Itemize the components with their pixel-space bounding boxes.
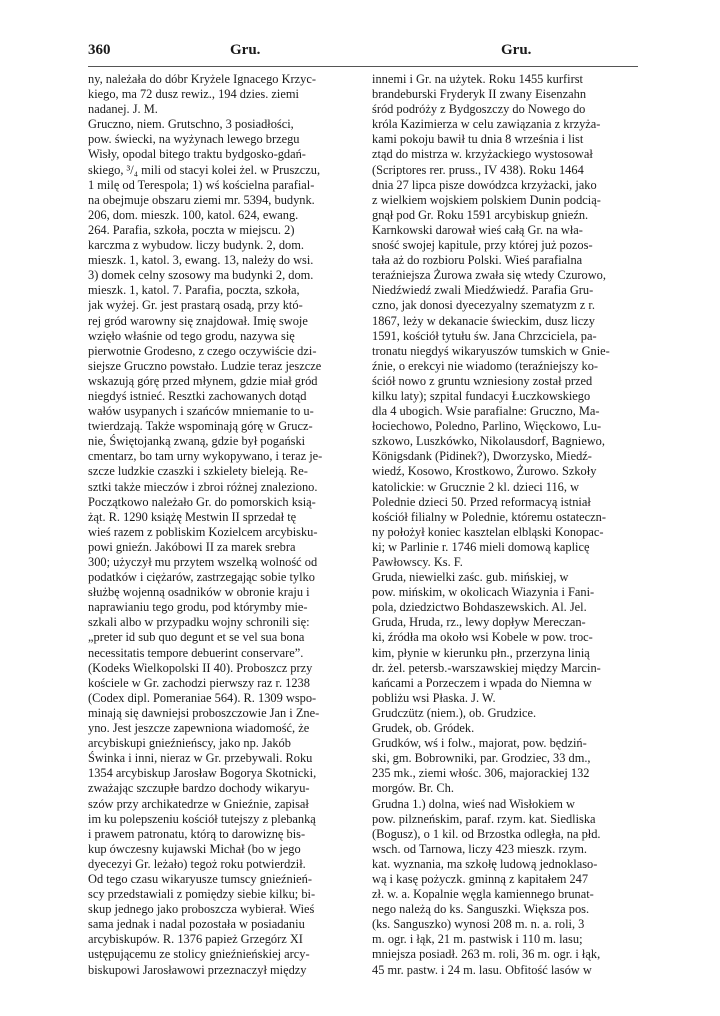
text-line: Od tego czasu wikaryusze tumscy gnieźnień- bbox=[88, 871, 312, 886]
text-line: Grudna 1.) dolna, wieś nad Wisłokiem w bbox=[372, 796, 575, 811]
text-line: kami pokoju bawił tu dnia 8 września i list bbox=[372, 132, 584, 147]
text-line: Karnkowski darował wieś całą Gr. na wła- bbox=[372, 222, 583, 237]
text-line: minają się dawniejsi proboszczowie Jan i Zne- bbox=[88, 705, 320, 720]
text-line: katolickie: w Grucznie 2 kl. dzieci 116, w bbox=[372, 479, 580, 494]
page-number: 360 bbox=[88, 42, 111, 58]
text-line: 1354 arcybiskup Jarosław Bogorya Skotnicki, bbox=[88, 766, 317, 781]
left-running-head: Gru. bbox=[230, 42, 261, 58]
text-line: 235 mk., ziemi włośc. 306, majorackiej 132 bbox=[372, 766, 590, 781]
text-line: sztki także mieczów i zbroi różnej znaleziono. bbox=[88, 479, 318, 494]
text-line: mieszk. 1, katol. 3, ewang. 13, należy do wsi. bbox=[88, 253, 314, 268]
text-line: Grudczütz (niem.), ob. Grudzice. bbox=[372, 705, 537, 720]
text-line: innemi i Gr. na użytek. Roku 1455 kurfirst bbox=[372, 72, 583, 86]
text-line: brandeburski Fryderyk II zwany Eisenzahn bbox=[372, 87, 587, 102]
text-line: kościele w Gr. zachodzi pierwszy raz r. 1238 bbox=[88, 675, 310, 690]
text-line: źnie, o erekcyi nie wiadomo (teraźniejszy ko- bbox=[372, 358, 599, 373]
text-line: śród podróży z Bydgoszczy do Nowego do bbox=[372, 102, 586, 117]
text-line: wsch. od Tarnowa, liczy 423 mieszk. rzym. bbox=[372, 841, 587, 856]
text-line: nadanej. J. M. bbox=[88, 102, 158, 117]
text-line: kilku laty); szpital fundacyi Łuczkowskiego bbox=[372, 388, 591, 403]
text-line: gnął pod Gr. Roku 1591 arcybiskup gnieźn. bbox=[372, 207, 589, 222]
text-line: Wisły, opodal bitego traktu bydgosko-gdań- bbox=[88, 147, 306, 162]
text-line: siejsze Gruczno powstało. Ludzie teraz jeszcze bbox=[88, 358, 322, 373]
text-line: zważając szczupłe bardzo dochody wikaryu- bbox=[88, 781, 310, 796]
text-line: ki; w Parlinie r. 1746 mieli domową kaplicę bbox=[372, 539, 590, 554]
text-line: króla Kazimierza w celu zawiązania z krzyża- bbox=[372, 117, 601, 132]
text-line: „preter id sub quo degunt et se vel sua bona bbox=[88, 630, 305, 645]
text-line: nego należą do ks. Sanguszki. Większa pos. bbox=[372, 902, 590, 917]
text-line: jak wyżej. Gr. jest prastarą osadą, przy któ- bbox=[88, 298, 303, 313]
text-line: karczma z wybudow. liczy budynk. 2, dom. bbox=[88, 238, 304, 253]
text-line: ustępującemu ze stolicy gnieźnieńskiej arcy- bbox=[88, 947, 310, 962]
text-line: skiego, ³/₄ mili od stacyi kolei żel. w Pruszczu, bbox=[88, 162, 321, 177]
text-line: Gruda, niewielki zaśc. gub. mińskiej, w bbox=[372, 570, 569, 585]
text-line: Gruda, Hruda, rz., lewy dopływ Mereczan- bbox=[372, 615, 586, 630]
text-line: (Scriptores rer. pruss., IV 438). Roku 1464 bbox=[372, 162, 584, 177]
text-line: pobliżu wsi Płaska. J. W. bbox=[372, 690, 496, 705]
text-line: wzięło właśnie od tego grodu, nazywa się bbox=[88, 328, 295, 343]
text-line: dr. żel. petersb.-warszawskiej między Marcin- bbox=[372, 660, 601, 675]
header-rule bbox=[88, 66, 638, 67]
text-line: nie, Świętojanką zwaną, gdzie był pogański bbox=[88, 434, 306, 449]
text-line: naprawianiu tego grodu, pod którymby mie- bbox=[88, 600, 308, 615]
text-line: kańcami a Porzeczem i wpada do Niemna w bbox=[372, 675, 592, 690]
text-line: wiedź, Kosowo, Krostkowo, Żurowo. Szkoły bbox=[372, 464, 597, 479]
text-line: tała aż do rozbioru Polski. Wieś parafialna bbox=[372, 253, 583, 268]
text-line: Polednie dzieci 50. Przed reformacyą istniał bbox=[372, 494, 591, 509]
text-line: (ks. Sanguszko) wynosi 208 m. n. a. roli, 3 bbox=[372, 917, 585, 932]
text-line: kup ówczesny kujawski Michał (bo w jego bbox=[88, 841, 301, 856]
text-line: skup jednego jako proboszcza wybierał. Wieś bbox=[88, 902, 315, 917]
text-line: 1867, leży w dekanacie świeckim, dusz liczy bbox=[372, 313, 595, 328]
right-column bbox=[372, 72, 642, 978]
text-line: im ku polepszeniu kościół tutejszy z plebanką bbox=[88, 811, 316, 826]
text-line: ny położył koniec kasztelan elbląski Konopac- bbox=[372, 524, 604, 539]
text-line: niegdyś istnieć. Resztki zachowanych dotąd bbox=[88, 388, 307, 403]
text-line: cmentarz, bo tam urny wykopywano, i teraz je- bbox=[88, 449, 323, 464]
text-line: pow. świecki, na wyżynach lewego brzegu bbox=[88, 132, 300, 147]
text-line: zł. w. a. Kopalnie węgla kamiennego brunat- bbox=[372, 887, 594, 902]
text-line: łociechowo, Poledno, Parlino, Więckowo, Lu- bbox=[372, 419, 602, 434]
text-line: szcze ludzkie czaszki i szkielety bieleją. Re- bbox=[88, 464, 308, 479]
left-column bbox=[88, 72, 360, 978]
text-line: wą i kasę pożyczk. gminną z kapitałem 247 bbox=[372, 871, 589, 886]
text-line: szkali albo w przypadku wojny schronili się: bbox=[88, 615, 310, 630]
text-line: ny, należała do dóbr Kryżele Ignacego Krzyc- bbox=[88, 72, 316, 86]
text-line: pow. pilzneńskim, paraf. rzym. kat. Siedliska bbox=[372, 811, 596, 826]
text-line: 264. Parafia, szkoła, poczta w miejscu. 2) bbox=[88, 222, 295, 237]
text-line: wałów usypanych i szańców mniemanie to u- bbox=[88, 404, 314, 419]
text-line: ściół nowo z gruntu wzniesiony został przed bbox=[372, 373, 593, 388]
text-line: szkowo, Luszkówko, Nikolausdorf, Bagniewo, bbox=[372, 434, 605, 449]
text-line: dyecezyi Gr. leżało) tegoż roku potwierdził. bbox=[88, 856, 306, 871]
text-line: ztąd do mistrza w. krzyżackiego wystosował bbox=[372, 147, 593, 162]
text-line: Königsdank (Pidinek?), Dworzysko, Miedź- bbox=[372, 449, 592, 464]
text-line: arcybiskupów. R. 1376 papież Grzegórz XI bbox=[88, 932, 303, 947]
text-line: 45 mr. pastw. i 24 m. lasu. Obfitość lasów w bbox=[372, 962, 592, 977]
text-line: yno. Jest jeszcze zapewniona wiadomość, że bbox=[88, 721, 310, 736]
text-line: sama jednak i nadal pozostała w posiadaniu bbox=[88, 917, 305, 932]
text-line: mieszk. 1, katol. 7. Parafia, poczta, szkoła, bbox=[88, 283, 300, 298]
text-line: żąt. R. 1290 książę Mestwin II sprzedał tę bbox=[88, 509, 297, 524]
text-line: dla 4 ubogich. Wsie parafialne: Gruczno, Ma- bbox=[372, 404, 600, 419]
text-line: Grudek, ob. Gródek. bbox=[372, 721, 475, 736]
text-line: 3) domek celny szosowy ma budynki 2, dom. bbox=[88, 268, 314, 283]
text-line: szów przy archikatedrze w Gnieźnie, zapisał bbox=[88, 796, 309, 811]
text-line: powi gnieźn. Jakóbowi II za marek srebra bbox=[88, 539, 296, 554]
running-header bbox=[88, 42, 638, 62]
text-line: ki, źródła ma około wsi Kobele w pow. troc- bbox=[372, 630, 593, 645]
text-line: scy przedstawiali z pomiędzy siebie kilku; bi- bbox=[88, 887, 316, 902]
text-line: pierwotnie Grodesno, z czego oczywiście dzi- bbox=[88, 343, 317, 358]
text-line: pola, dziedzictwo Bohdaszewskich. Al. Jel. bbox=[372, 600, 587, 615]
text-line: wieś razem z pobliskim Kozielcem arcybisku- bbox=[88, 524, 318, 539]
text-line: czno, jak donosi dyecezyalny szematyzm z r. bbox=[372, 298, 595, 313]
text-line: kościół filialny w Polednie, któremu ostateczn- bbox=[372, 509, 606, 524]
text-line: necessitatis tempore debuerint conservare”. bbox=[88, 645, 304, 660]
text-line: (Kodeks Wielkopolski II 40). Proboszcz przy bbox=[88, 660, 313, 675]
text-line: biskupowi Jarosławowi przeznaczył między bbox=[88, 962, 307, 977]
text-line: na obejmuje obszaru ziemi mr. 5394, budynk. bbox=[88, 192, 315, 207]
text-line: Grudków, wś i folw., majorat, pow. będziń- bbox=[372, 736, 587, 751]
text-line: (Codex dipl. Pomeraniae 564). R. 1309 wspo- bbox=[88, 690, 317, 705]
text-line: tronatu niegdyś wikaryuszów tumskich w Gnie- bbox=[372, 343, 610, 358]
text-line: Niedźwiedź zwali Miedźwiedź. Parafia Gru- bbox=[372, 283, 594, 298]
text-line: i prawem patronatu, którą to darowiznę bis- bbox=[88, 826, 306, 841]
text-line: podatków i ciężarów, zastrzegając sobie tylko bbox=[88, 570, 315, 585]
text-line: morgów. Br. Ch. bbox=[372, 781, 454, 796]
text-line: kat. wyznania, ma szkołę ludową jednoklaso- bbox=[372, 856, 598, 871]
text-line: 1 milę od Terespola; 1) wś kościelna parafial- bbox=[88, 177, 315, 192]
text-line: Pawłowscy. Ks. F. bbox=[372, 555, 463, 569]
text-line: sność swojej kapitule, przy której już pozos- bbox=[372, 238, 593, 253]
text-line: 206, dom. mieszk. 100, katol. 624, ewang. bbox=[88, 207, 299, 222]
text-line: 300; użyczył mu przytem wszelką wolność od bbox=[88, 555, 318, 569]
text-line: Gruczno, niem. Grutschno, 3 posiadłości, bbox=[88, 117, 294, 132]
right-running-head: Gru. bbox=[501, 42, 532, 58]
text-line: arcybiskupi gnieźnieńscy, jako np. Jakób bbox=[88, 736, 291, 751]
text-line: m. ogr. i łąk, 21 m. pastwisk i 110 m. lasu; bbox=[372, 932, 583, 947]
text-line: ski, gm. Bobrowniki, par. Grodziec, 33 dm., bbox=[372, 751, 591, 766]
text-line: pow. mińskim, w okolicach Wiazynia i Fani- bbox=[372, 585, 595, 600]
text-line: dnia 27 lipca pisze dowódzca krzyżacki, jako bbox=[372, 177, 597, 192]
text-line: kiego, ma 72 dusz rewiz., 194 dzies. ziemi bbox=[88, 87, 299, 102]
text-line: (Bogusz), o 1 kil. od Brzostka odległa, na płd. bbox=[372, 826, 601, 841]
text-line: Świnka i inni, nieraz w Gr. przebywali. Roku bbox=[88, 751, 313, 766]
text-line: twierdzają. Także wspominają górę w Grucz- bbox=[88, 419, 313, 434]
text-line: służbę wojenną osadników w obronie kraju i bbox=[88, 585, 310, 600]
text-line: teraźniejsza Żurowa zwała się wtedy Czurowo, bbox=[372, 268, 606, 283]
text-line: rej gród warowny się znajdował. Imię swoje bbox=[88, 313, 308, 328]
text-line: kim, płynie w kierunku płn., przerzyna linią bbox=[372, 645, 590, 660]
text-line: Początkowo należało Gr. do pomorskich ksią- bbox=[88, 494, 316, 509]
text-line: z wielkiem wojskiem polskiem Dunin podcią- bbox=[372, 192, 601, 207]
text-line: wskazują górę przed młynem, gdzie miał gród bbox=[88, 373, 318, 388]
text-line: 1591, kościół tytułu św. Jana Chrzciciela, pa- bbox=[372, 328, 597, 343]
text-line: mniejsza posiadł. 263 m. roli, 36 m. ogr. i łąk, bbox=[372, 947, 601, 962]
